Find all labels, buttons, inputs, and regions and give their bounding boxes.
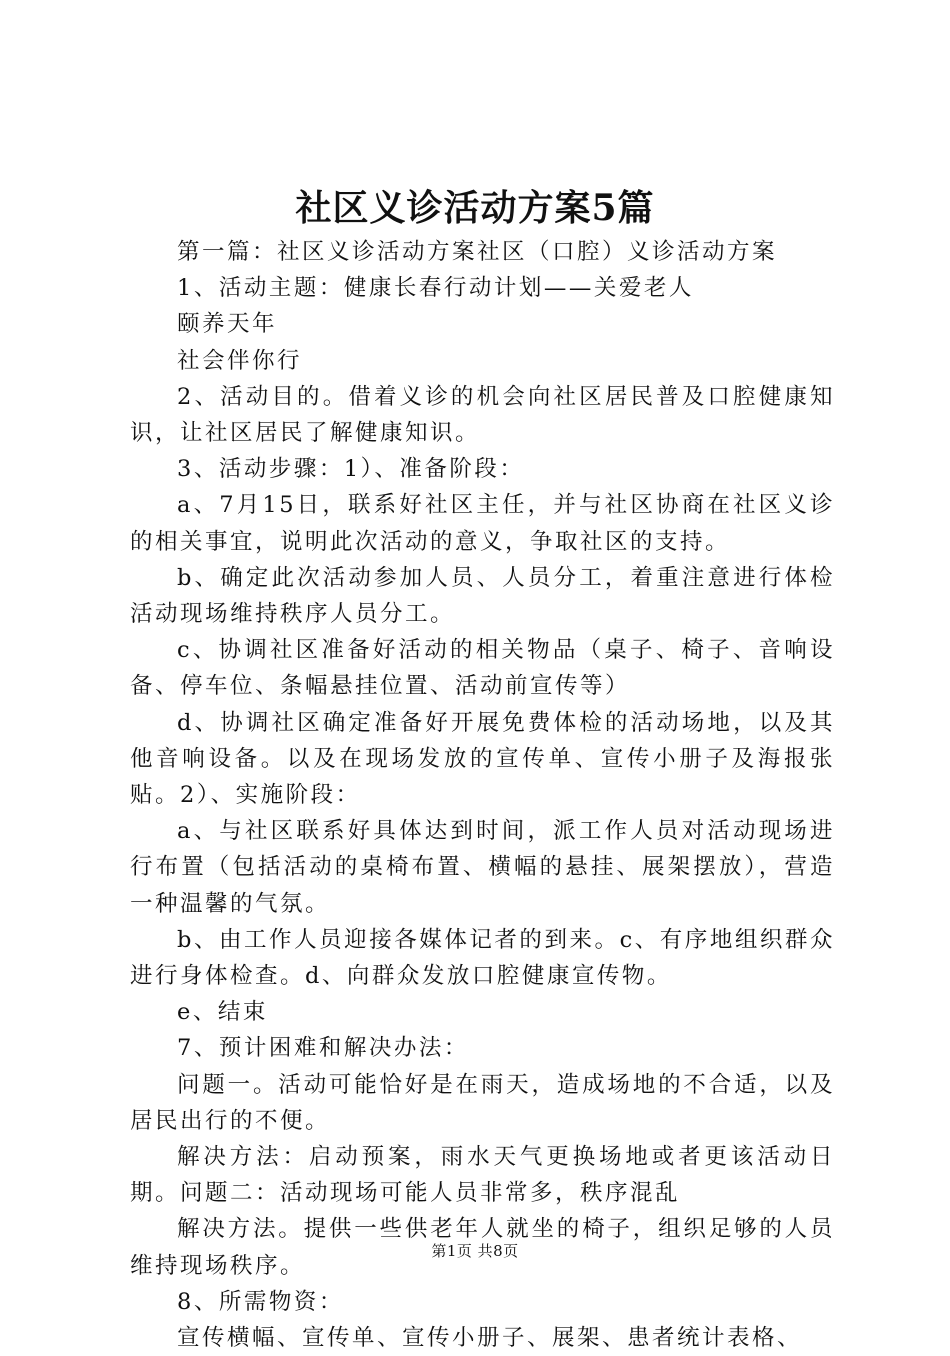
paragraph: 第一篇：社区义诊活动方案社区（口腔）义诊活动方案	[177, 239, 778, 265]
paragraph: 颐养天年	[177, 311, 278, 338]
paragraph: a、7月15日，联系好社区主任，并与社区协商在社区义诊的相关事宜，说明此次活动的意义，争取社区的支持。	[130, 492, 835, 555]
paragraph: 解决方法：启动预案，雨水天气更换场地或者更该活动日期。问题二：活动现场可能人员非常多，秩序混乱	[130, 1144, 835, 1207]
paragraph: 3、活动步骤：1）、准备阶段：	[177, 456, 525, 483]
paragraph: 1、活动主题：健康长春行动计划——关爱老人	[177, 275, 694, 302]
paragraph: b、确定此次活动参加人员、人员分工，着重注意进行体检活动现场维持秩序人员分工。	[130, 564, 835, 628]
paragraph: d、协调社区确定准备好开展免费体检的活动场地，以及其他音响设备。以及在现场发放的宣传单、宣传小册子及海报张贴。2）、实施阶段：	[130, 709, 835, 809]
paragraph: 问题一。活动可能恰好是在雨天，造成场地的不合适，以及居民出行的不便。	[130, 1071, 835, 1134]
paragraph: 7、预计困难和解决办法：	[177, 1035, 469, 1062]
paragraph: 2、活动目的。借着义诊的机会向社区居民普及口腔健康知识，让社区居民了解健康知识。	[130, 383, 835, 447]
paragraph: 社会伴你行	[177, 347, 303, 374]
document-title: 社区义诊活动方案5篇	[295, 187, 655, 229]
paragraph: 解决方法。提供一些供老年人就坐的椅子，组织足够的人员维持现场秩序。	[130, 1216, 835, 1279]
paragraph: b、由工作人员迎接各媒体记者的到来。c、有序地组织群众进行身体检查。d、向群众发放口腔健康宣传物。	[130, 926, 835, 990]
paragraph: a、与社区联系好具体达到时间，派工作人员对活动现场进行布置（包括活动的桌椅布置、横幅的悬挂、展架摆放），营造一种温馨的气氛。	[130, 818, 835, 917]
paragraph: c、协调社区准备好活动的相关物品（桌子、椅子、音响设备、停车位、条幅悬挂位置、活动前宣传等）	[130, 637, 835, 700]
paragraph: 8、所需物资：	[177, 1288, 344, 1315]
document-body	[130, 234, 835, 1356]
paragraph: 宣传横幅、宣传单、宣传小册子、展架、患者统计表格、	[177, 1325, 803, 1352]
paragraph: e、结束	[177, 999, 268, 1026]
page-number-footer: 第1页 共8页	[431, 1242, 519, 1260]
